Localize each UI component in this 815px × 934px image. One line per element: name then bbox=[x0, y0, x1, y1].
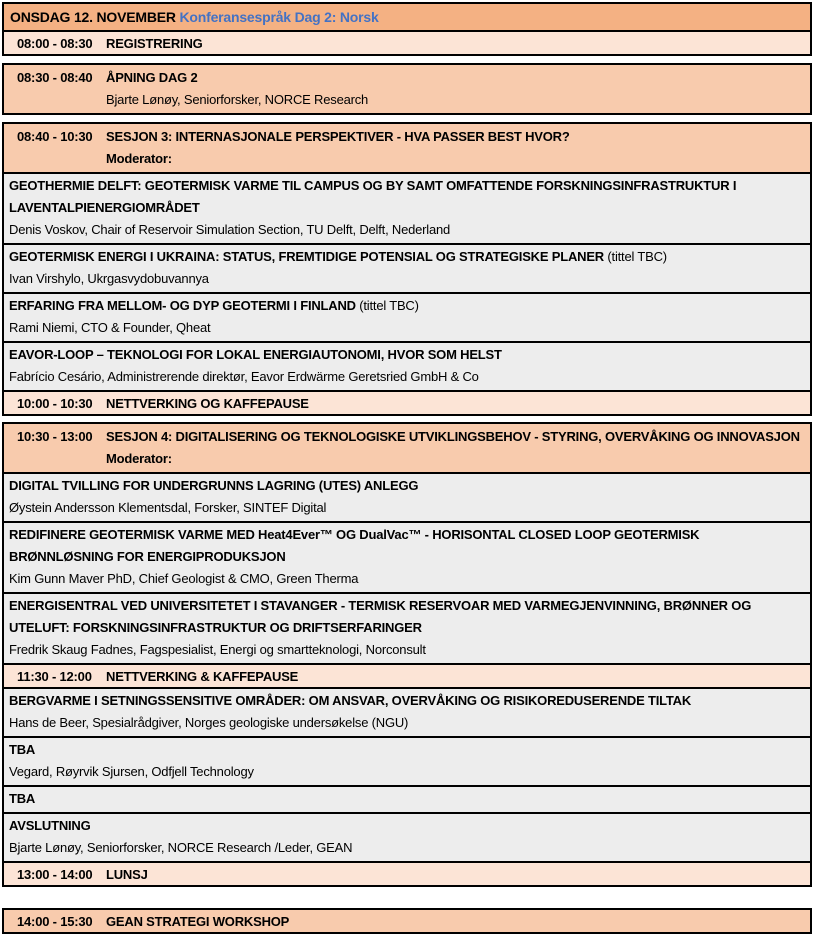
row-pause1 bbox=[4, 390, 810, 414]
time-slot: 08:30 - 08:40 bbox=[17, 70, 93, 85]
table-gap bbox=[2, 115, 812, 122]
talk-title: GEOTERMISK ENERGI I UKRAINA: STATUS, FREMTIDIGE POTENSIAL OG STRATEGISKE PLANER bbox=[9, 249, 604, 264]
time-slot: 13:00 - 14:00 bbox=[17, 867, 93, 882]
session-title: SESJON 4: DIGITALISERING OG TEKNOLOGISKE UTVIKLINGSBEHOV - STYRING, OVERVÅKING OG INNOVASJON bbox=[106, 429, 800, 444]
program-table-header bbox=[2, 2, 812, 56]
speaker-line: Rami Niemi, CTO & Founder, Qheat bbox=[9, 320, 211, 335]
session-content bbox=[106, 67, 810, 111]
talk-title: ENERGISENTRAL VED UNIVERSITETET I STAVANGER - TERMISK RESERVOAR MED VARMEGJENVINNING, BRØNNER OG UTELUFT: FORSKNINGSINFRASTRUKTUR OG DRIFTSERFARINGER bbox=[9, 598, 752, 635]
speaker-line: Bjarte Lønøy, Seniorforsker, NORCE Research bbox=[106, 92, 369, 107]
row-apning bbox=[4, 65, 810, 113]
time-slot: 14:00 - 15:30 bbox=[17, 914, 93, 929]
time-slot: 08:40 - 10:30 bbox=[17, 129, 93, 144]
speaker-line: Kim Gunn Maver PhD, Chief Geologist & CMO, Green Therma bbox=[9, 571, 359, 586]
speaker-line: Fabrício Cesário, Administrerende direktør, Eavor Erdwärme Geretsried GmbH & Co bbox=[9, 369, 479, 384]
talk-title: DIGITAL TVILLING FOR UNDERGRUNNS LAGRING (UTES) ANLEGG bbox=[9, 478, 419, 493]
row-talk-utes bbox=[4, 472, 810, 521]
session-title: ÅPNING DAG 2 bbox=[106, 70, 198, 85]
row-sesjon3 bbox=[4, 124, 810, 172]
row-registrering bbox=[4, 30, 810, 54]
speaker-line: Hans de Beer, Spesialrådgiver, Norges geologiske undersøkelse (NGU) bbox=[9, 715, 409, 730]
time-slot: 10:30 - 13:00 bbox=[17, 429, 93, 444]
day-header-date: ONSDAG 12. NOVEMBER bbox=[10, 9, 176, 25]
program-table-workshop bbox=[2, 908, 812, 934]
row-talk-ukraina bbox=[4, 243, 810, 292]
day-header-row bbox=[4, 4, 810, 30]
talk-title: REDIFINERE GEOTERMISK VARME MED Heat4Ever™ OG DualVac™ - HORISONTAL CLOSED LOOP GEOTERMISK BRØNNLØSNING FOR ENERGIPRODUKSJON bbox=[9, 527, 700, 564]
program-table-sesjon3 bbox=[2, 122, 812, 416]
session-content bbox=[106, 126, 810, 170]
talk-title-line bbox=[9, 295, 804, 317]
program-table-opening bbox=[2, 63, 812, 115]
row-talk-delft bbox=[4, 172, 810, 243]
talk-title: GEOTHERMIE DELFT: GEOTERMISK VARME TIL CAMPUS OG BY SAMT OMFATTENDE FORSKNINGSINFRASTRUKTUR I LAVENTALPIENERGIOMRÅDET bbox=[9, 178, 737, 215]
speaker-line: Øystein Andersson Klementsdal, Forsker, SINTEF Digital bbox=[9, 500, 327, 515]
session-content bbox=[106, 426, 810, 470]
talk-title: ERFARING FRA MELLOM- OG DYP GEOTERMI I FINLAND bbox=[9, 298, 356, 313]
row-pause2 bbox=[4, 663, 810, 687]
row-talk-finland bbox=[4, 292, 810, 341]
talk-title: BERGVARME I SETNINGSSENSITIVE OMRÅDER: OM ANSVAR, OVERVÅKING OG RISIKOREDUSERENDE TILTAK bbox=[9, 693, 692, 708]
talk-title: TBA bbox=[9, 791, 36, 806]
row-avslutning bbox=[4, 812, 810, 861]
moderator-label: Moderator: bbox=[106, 151, 172, 166]
row-talk-heat4ever bbox=[4, 521, 810, 592]
talk-title: EAVOR-LOOP – TEKNOLOGI FOR LOKAL ENERGIAUTONOMI, HVOR SOM HELST bbox=[9, 347, 502, 362]
speaker-line: Bjarte Lønøy, Seniorforsker, NORCE Research /Leder, GEAN bbox=[9, 840, 353, 855]
speaker-line: Ivan Virshylo, Ukrgasvydobuvannya bbox=[9, 271, 209, 286]
talk-title-suffix: (tittel TBC) bbox=[355, 298, 419, 313]
row-talk-eavor bbox=[4, 341, 810, 390]
language-note: Konferansespråk Dag 2: Norsk bbox=[179, 9, 379, 25]
row-talk-stavanger bbox=[4, 592, 810, 663]
speaker-line: Denis Voskov, Chair of Reservoir Simulation Section, TU Delft, Delft, Nederland bbox=[9, 222, 451, 237]
speaker-line: Fredrik Skaug Fadnes, Fagspesialist, Energi og smartteknologi, Norconsult bbox=[9, 642, 426, 657]
time-slot: 10:00 - 10:30 bbox=[17, 396, 93, 411]
row-talk-tba1 bbox=[4, 736, 810, 785]
talk-title: TBA bbox=[9, 742, 36, 757]
event-label: LUNSJ bbox=[106, 867, 148, 882]
table-gap bbox=[2, 56, 812, 63]
time-slot: 08:00 - 08:30 bbox=[17, 36, 93, 51]
talk-title-suffix: (tittel TBC) bbox=[604, 249, 667, 264]
time-slot: 11:30 - 12:00 bbox=[17, 669, 92, 684]
row-workshop bbox=[4, 910, 810, 932]
row-sesjon4 bbox=[4, 424, 810, 472]
event-label: GEAN STRATEGI WORKSHOP bbox=[106, 914, 290, 929]
table-gap bbox=[2, 887, 812, 908]
event-label: REGISTRERING bbox=[106, 36, 203, 51]
program-table-sesjon4 bbox=[2, 422, 812, 887]
row-lunsj bbox=[4, 861, 810, 885]
event-label: NETTVERKING OG KAFFEPAUSE bbox=[106, 396, 309, 411]
talk-title-line bbox=[9, 246, 804, 268]
row-talk-tba2 bbox=[4, 785, 810, 812]
session-title: SESJON 3: INTERNASJONALE PERSPEKTIVER - HVA PASSER BEST HVOR? bbox=[106, 129, 570, 144]
moderator-label: Moderator: bbox=[106, 451, 172, 466]
event-label: NETTVERKING & KAFFEPAUSE bbox=[106, 669, 299, 684]
row-talk-bergvarme bbox=[4, 687, 810, 736]
talk-title: AVSLUTNING bbox=[9, 818, 91, 833]
speaker-line: Vegard, Røyrvik Sjursen, Odfjell Technology bbox=[9, 764, 254, 779]
